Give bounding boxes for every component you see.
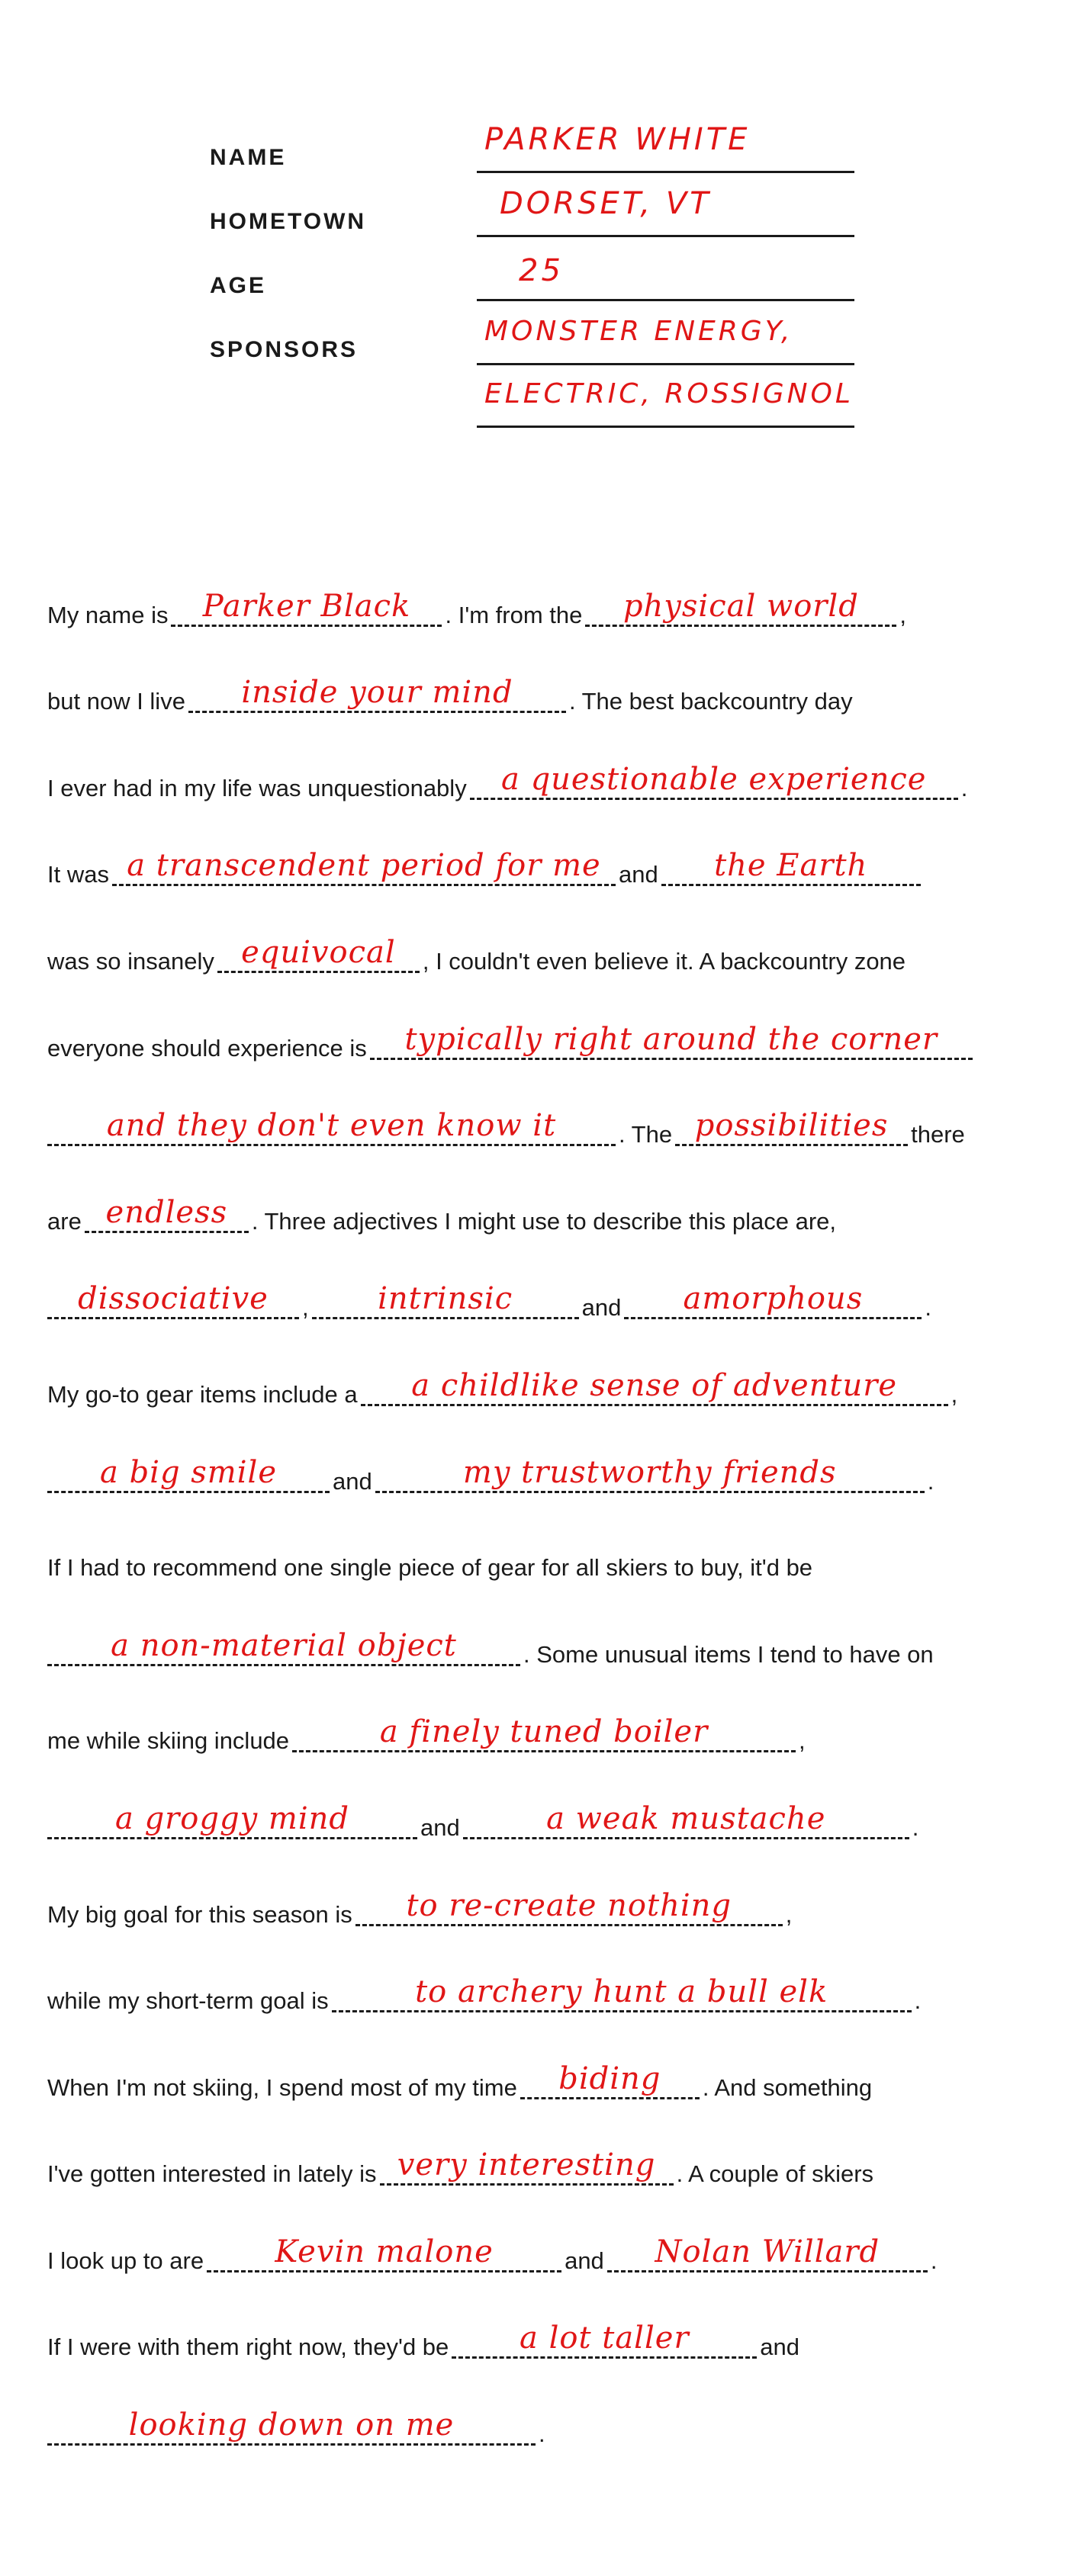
madlib-text: and — [618, 861, 658, 888]
madlib-text: but now I live — [47, 688, 185, 715]
answer-blank — [375, 1454, 925, 1493]
madlib-questionnaire — [47, 557, 1054, 2462]
madlib-text: are — [47, 1207, 82, 1235]
madlib-line — [47, 903, 1054, 990]
madlib-line — [47, 817, 1054, 904]
madlib-line — [47, 1250, 1054, 1337]
madlib-text: If I were with them right now, they'd be — [47, 2333, 449, 2361]
madlib-text: while my short-term goal is — [47, 1987, 329, 2015]
answer-text: a big smile — [100, 1454, 277, 1490]
madlib-text: , — [951, 1380, 958, 1408]
answer-text: biding — [558, 2060, 661, 2096]
answer-text: a groggy mind — [115, 1800, 349, 1836]
madlib-line — [47, 1336, 1054, 1423]
madlib-text: If I had to recommend one single piece of gear for all skiers to buy, it'd be — [47, 1554, 813, 1582]
sponsors-row — [210, 307, 858, 435]
answer-blank — [675, 1108, 908, 1146]
answer-blank — [452, 2321, 757, 2359]
answer-blank — [624, 1281, 922, 1319]
sponsors-value-line1: MONSTER ENERGY, — [484, 316, 793, 347]
answer-blank — [217, 934, 420, 973]
answer-blank — [47, 1454, 330, 1493]
answer-text: intrinsic — [378, 1281, 513, 1317]
name-label: NAME — [210, 145, 287, 170]
answer-blank — [188, 675, 566, 713]
answer-text: a questionable experience — [501, 761, 927, 797]
madlib-text: My big goal for this season is — [47, 1900, 352, 1928]
madlib-text: and — [565, 2247, 604, 2274]
madlib-line — [47, 990, 1054, 1077]
answer-blank — [47, 1627, 520, 1666]
madlib-text: , — [785, 1900, 793, 1928]
madlib-line — [47, 644, 1054, 731]
madlib-line — [47, 2202, 1054, 2289]
profile-form — [210, 114, 858, 435]
madlib-text: . — [914, 1987, 922, 2015]
sponsors-underline-2 — [477, 426, 854, 428]
madlib-text: . — [912, 1813, 919, 1841]
answer-blank — [312, 1281, 579, 1319]
madlib-line — [47, 2029, 1054, 2116]
madlib-text: . A couple of skiers — [676, 2160, 874, 2188]
madlib-text: . The best backcountry day — [568, 688, 853, 715]
answer-blank — [47, 1281, 299, 1319]
madlib-text: and — [581, 1294, 622, 1322]
answer-text: Parker Black — [202, 588, 411, 624]
madlib-line — [47, 1596, 1054, 1683]
answer-text: Nolan Willard — [655, 2234, 880, 2269]
age-label: AGE — [210, 273, 267, 298]
madlib-text: My name is — [47, 601, 169, 628]
answer-text: very interesting — [397, 2147, 656, 2183]
answer-blank — [463, 1800, 909, 1839]
answer-text: endless — [105, 1194, 228, 1230]
madlib-text: I ever had in my life was unquestionably — [47, 774, 467, 801]
answer-text: a childlike sense of adventure — [411, 1367, 897, 1403]
answer-blank — [585, 588, 896, 627]
madlib-line — [47, 1163, 1054, 1250]
madlib-text: When I'm not skiing, I spend most of my time — [47, 2073, 517, 2101]
madlib-text: , — [799, 1727, 806, 1755]
answer-text: a lot taller — [520, 2321, 690, 2356]
madlib-text: there — [911, 1121, 965, 1148]
madlib-text: , — [899, 601, 907, 628]
answer-blank — [292, 1714, 796, 1752]
name-row — [210, 114, 858, 178]
answer-text: equivocal — [241, 934, 396, 970]
answer-blank — [361, 1367, 948, 1406]
madlib-text: . The — [619, 1121, 673, 1148]
answer-blank — [85, 1194, 249, 1233]
answer-blank — [520, 2060, 700, 2099]
answer-blank — [355, 1887, 783, 1926]
answer-text: physical world — [622, 588, 859, 624]
age-value: 25 — [519, 253, 564, 288]
answer-blank — [607, 2234, 928, 2272]
madlib-line — [47, 2116, 1054, 2203]
madlib-line — [47, 2289, 1054, 2376]
madlib-text: . — [930, 2247, 938, 2274]
madlib-text: . Some unusual items I tend to have on — [523, 1640, 934, 1668]
answer-blank — [47, 2407, 536, 2446]
madlib-text: and — [420, 1813, 460, 1841]
madlib-text: , I couldn't even believe it. A backcountry zone — [422, 947, 906, 975]
answer-blank — [47, 1108, 616, 1146]
madlib-line — [47, 1683, 1054, 1770]
answer-text: a transcendent period for me — [127, 848, 601, 884]
hometown-underline — [477, 235, 854, 237]
answer-text: to archery hunt a bull elk — [415, 1974, 828, 2010]
answer-text: inside your mind — [241, 675, 513, 711]
madlib-text: everyone should experience is — [47, 1034, 367, 1062]
age-underline — [477, 299, 854, 301]
madlib-text: My go-to gear items include a — [47, 1380, 358, 1408]
answer-text: to re-create nothing — [406, 1887, 732, 1923]
hometown-value: DORSET, VT — [500, 186, 712, 221]
answer-blank — [171, 588, 442, 627]
answer-text: a weak mustache — [546, 1800, 826, 1836]
madlib-line — [47, 2375, 1054, 2462]
madlib-text: . And something — [702, 2073, 873, 2101]
madlib-text: . I'm from the — [445, 601, 583, 628]
answer-blank — [207, 2234, 561, 2272]
hometown-row — [210, 178, 858, 243]
answer-blank — [112, 848, 616, 886]
answer-text: dissociative — [78, 1281, 269, 1317]
madlib-text: It was — [47, 861, 109, 888]
madlib-line — [47, 1423, 1054, 1510]
answer-text: Kevin malone — [275, 2234, 494, 2269]
answer-blank — [470, 761, 958, 800]
answer-text: typically right around the corner — [404, 1021, 938, 1057]
answer-blank — [370, 1021, 973, 1060]
answer-text: and they don't even know it — [106, 1108, 557, 1144]
madlib-text: and — [760, 2333, 800, 2361]
answer-blank — [47, 1800, 417, 1839]
answer-text: a finely tuned boiler — [379, 1714, 709, 1750]
sponsors-underline-1 — [477, 363, 854, 365]
madlib-text: was so insanely — [47, 947, 214, 975]
answer-blank — [380, 2147, 674, 2186]
madlib-line — [47, 557, 1054, 644]
answer-blank — [661, 848, 921, 886]
madlib-line — [47, 1077, 1054, 1164]
madlib-text: . — [539, 2420, 545, 2448]
answer-blank — [332, 1974, 912, 2012]
madlib-line — [47, 1510, 1054, 1597]
answer-text: my trustworthy friends — [462, 1454, 837, 1490]
madlib-line — [47, 1769, 1054, 1856]
madlib-text: I look up to are — [47, 2247, 204, 2274]
answer-text: possibilities — [694, 1108, 889, 1144]
sponsors-label: SPONSORS — [210, 337, 359, 362]
hometown-label: HOMETOWN — [210, 209, 367, 234]
madlib-line — [47, 1856, 1054, 1943]
answer-text: amorphous — [683, 1281, 864, 1317]
madlib-text: me while skiing include — [47, 1727, 290, 1755]
answer-text: a non-material object — [111, 1627, 457, 1663]
name-value: PARKER WHITE — [484, 122, 751, 157]
name-underline — [477, 171, 854, 173]
madlib-line — [47, 730, 1054, 817]
age-row — [210, 243, 858, 307]
madlib-text: , — [302, 1294, 309, 1322]
madlib-text: . — [960, 774, 968, 801]
madlib-line — [47, 1943, 1054, 2030]
madlib-text: and — [333, 1467, 372, 1495]
answer-text: the Earth — [714, 848, 868, 884]
madlib-text: . Three adjectives I might use to describe this place are, — [251, 1207, 837, 1235]
answer-text: looking down on me — [128, 2407, 455, 2443]
madlib-text: . — [925, 1294, 931, 1322]
madlib-text: . — [927, 1467, 934, 1495]
madlib-text: I've gotten interested in lately is — [47, 2160, 377, 2188]
sponsors-value-line2: ELECTRIC, ROSSIGNOL — [484, 378, 854, 410]
